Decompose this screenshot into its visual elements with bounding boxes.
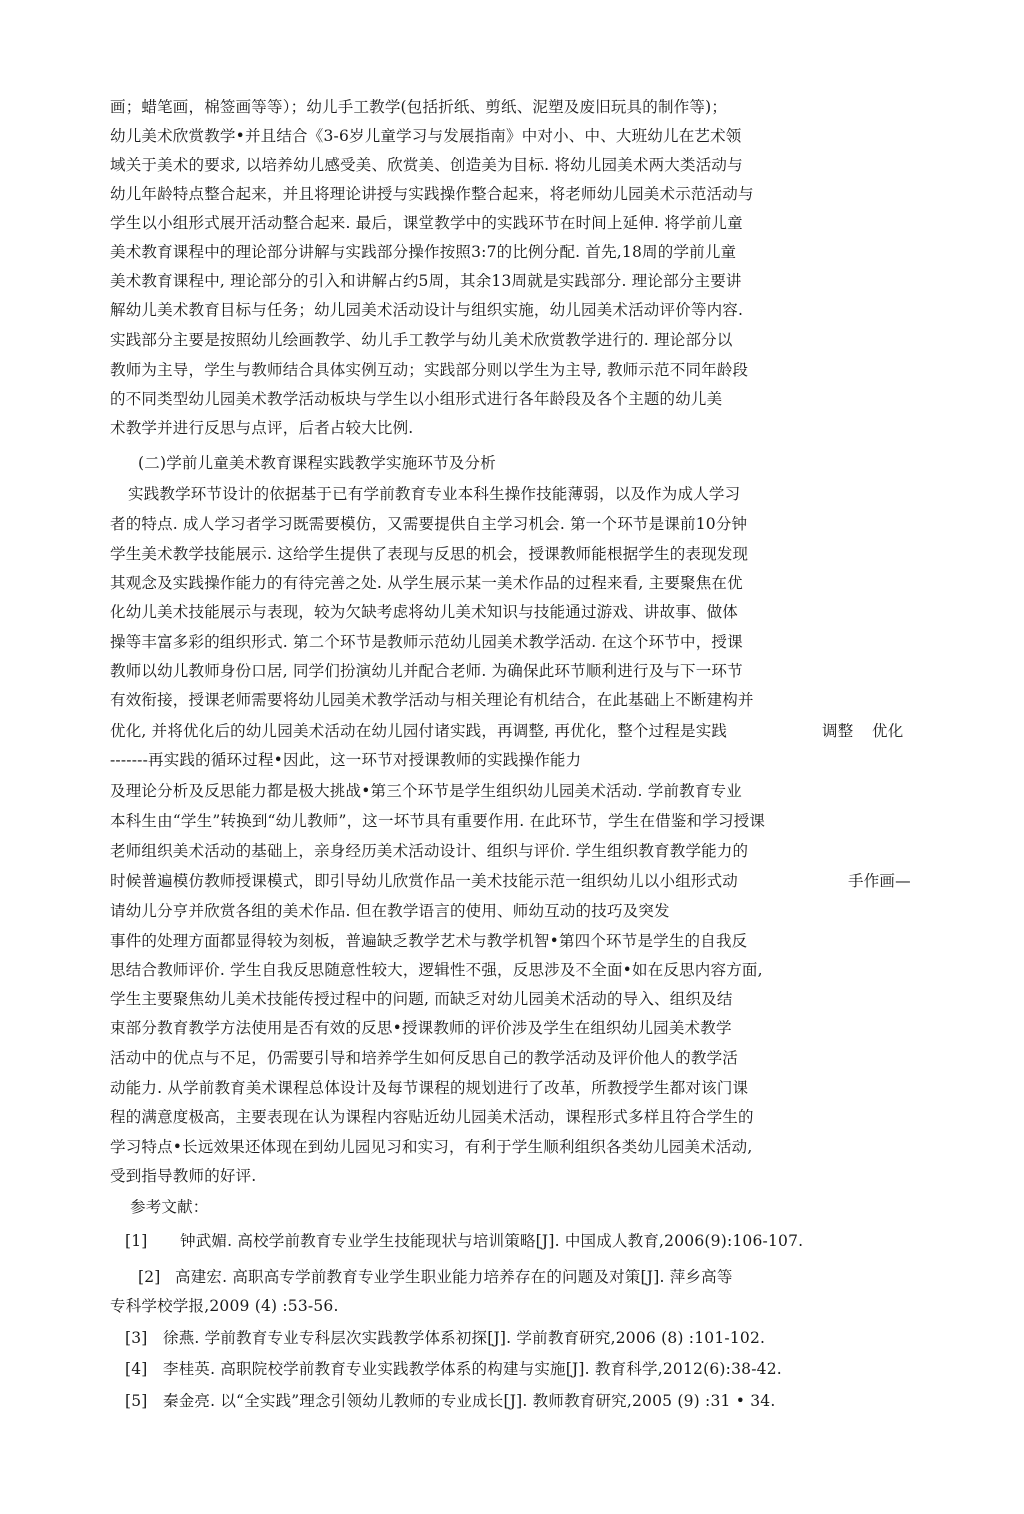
body-line: 思结合教师评价. 学生自我反思随意性较大，逻辑性不强，反思涉及不全面•如在反思内容方面, xyxy=(110,961,763,979)
reference-number: [2] xyxy=(138,1268,161,1286)
reference-number: [4] xyxy=(125,1360,148,1378)
body-line: 美术教育课程中, 理论部分的引入和讲解占约5周，其余13周就是实践部分. 理论部分主要讲 xyxy=(110,272,742,290)
section-heading: (二)学前儿童美术教育课程实践教学实施环节及分析 xyxy=(138,454,496,472)
body-line: 活动中的优点与不足，仍需要引导和培养学生如何反思自己的教学活动及评价他人的教学活 xyxy=(110,1049,739,1067)
body-line: 教师以幼儿教师身份口居, 同学们扮演幼儿并配合老师. 为确保此环节顺利进行及与下一环节 xyxy=(110,662,743,680)
body-line: 学生美术教学技能展示. 这给学生提供了表现与反思的机会，授课教师能根据学生的表现发现 xyxy=(110,545,749,563)
body-line: 及理论分析及反思能力都是极大挑战•第三个环节是学生组织幼儿园美术活动. 学前教育专业 xyxy=(110,782,742,800)
body-line: 束部分教育教学方法使用是否有效的反思•授课教师的评价涉及学生在组织幼儿园美术教学 xyxy=(110,1019,732,1037)
reference-text-continued: 专科学校学报,2009 (4) :53-56. xyxy=(110,1297,339,1315)
body-line: 美术教育课程中的理论部分讲解与实践部分操作按照3:7的比例分配. 首先,18周的学前儿童 xyxy=(110,243,737,261)
body-line: -------再实践的循环过程•因此，这一环节对授课教师的实践操作能力 xyxy=(110,751,582,769)
body-line: 实践教学环节设计的依据基于已有学前教育专业本科生操作技能薄弱，以及作为成人学习 xyxy=(128,485,741,503)
body-line: 优化, 并将优化后的幼儿园美术活动在幼儿园付诸实践，再调整, 再优化，整个过程是实践 xyxy=(110,722,728,740)
body-line: 老师组织美术活动的基础上，亲身经历美术活动设计、组织与评价. 学生组织教育教学能力的 xyxy=(110,842,749,860)
body-line: 学生以小组形式展开活动整合起来. 最后，课堂教学中的实践环节在时间上延伸. 将学前儿童 xyxy=(110,214,743,232)
body-line: 域关于美术的要求, 以培养幼儿感受美、欣赏美、创造美为目标. 将幼儿园美术两大类活动与 xyxy=(110,156,743,174)
body-line: 解幼儿美术教育目标与任务；幼儿园美术活动设计与组织实施，幼儿园美术活动评价等内容. xyxy=(110,301,744,319)
body-line: 画；蜡笔画，棉签画等等）；幼儿手工教学(包括折纸、剪纸、泥塑及废旧玩具的制作等)； xyxy=(110,98,728,116)
side-word: 优化 xyxy=(872,722,904,740)
body-line: 学生主要聚焦幼儿美术技能传授过程中的问题, 而缺乏对幼儿园美术活动的导入、组织及结 xyxy=(110,990,733,1008)
reference-text: 钟武媚. 高校学前教育专业学生技能现状与培训策略[J]. 中国成人教育,2006(9):106-107. xyxy=(180,1232,804,1250)
reference-number: [1] xyxy=(125,1232,148,1250)
reference-text: 徐燕. 学前教育专业专科层次实践教学体系初探[J]. 学前教育研究,2006 (8) :101-102. xyxy=(163,1329,766,1347)
body-line: 者的特点. 成人学习者学习既需要模仿，又需要提供自主学习机会. 第一个环节是课前10分钟 xyxy=(110,515,748,533)
body-line: 幼儿年龄特点整合起来，并且将理论讲授与实践操作整合起来，将老师幼儿园美术示范活动与 xyxy=(110,185,754,203)
body-line: 其观念及实践操作能力的有待完善之处. 从学生展示某一美术作品的过程来看, 主要聚焦在优 xyxy=(110,574,743,592)
reference-number: [5] xyxy=(125,1392,148,1410)
reference-text: 高建宏. 高职高专学前教育专业学生职业能力培养存在的问题及对策[J]. 萍乡高等 xyxy=(175,1268,733,1286)
body-line: 化幼儿美术技能展示与表现，较为欠缺考虑将幼儿美术知识与技能通过游戏、讲故事、做体 xyxy=(110,603,739,621)
body-line: 实践部分主要是按照幼儿绘画教学、幼儿手工教学与幼儿美术欣赏教学进行的. 理论部分以 xyxy=(110,331,733,349)
side-word: 手作画— xyxy=(848,872,911,890)
body-line: 时候普遍模仿教师授课模式，即引导幼儿欣赏作品一美术技能示范一组织幼儿以小组形式动 xyxy=(110,872,739,890)
body-line: 受到指导教师的好评. xyxy=(110,1167,257,1185)
body-line: 术教学并进行反思与点评，后者占较大比例. xyxy=(110,419,414,437)
body-line: 本科生由“学生”转换到“幼儿教师”，这一坏节具有重要作用. 在此环节，学生在借鉴和学习授课 xyxy=(110,812,766,830)
body-line: 学习特点•长远效果还体现在到幼儿园见习和实习，有利于学生顺利组织各类幼儿园美术活动, xyxy=(110,1138,753,1156)
body-line: 幼儿美术欣赏教学•并且结合《3-6岁儿童学习与发展指南》中对小、中、大班幼儿在艺术领 xyxy=(110,127,742,145)
body-line: 操等丰富多彩的组织形式. 第二个环节是教师示范幼儿园美术教学活动. 在这个环节中，授课 xyxy=(110,633,743,651)
side-word: 调整 xyxy=(822,722,854,740)
reference-text: 秦金亮. 以“全实践”理念引领幼儿教师的专业成长[J]. 教师教育研究,2005 (9) :31 • 34. xyxy=(163,1392,776,1410)
body-line: 事件的处理方面都显得较为刻板，普遍缺乏教学艺术与教学机智•第四个环节是学生的自我反 xyxy=(110,932,748,950)
body-line: 的不同类型幼儿园美术教学活动板块与学生以小组形式进行各年龄段及各个主题的幼儿美 xyxy=(110,390,723,408)
references-title: 参考文献： xyxy=(130,1198,209,1216)
reference-number: [3] xyxy=(125,1329,148,1347)
body-line: 请幼儿分亨并欣赏各组的美术作品. 但在教学语言的使用、师幼互动的技巧及突发 xyxy=(110,902,670,920)
body-line: 程的满意度极高，主要表现在认为课程内容贴近幼儿园美术活动，课程形式多样且符合学生的 xyxy=(110,1108,754,1126)
body-line: 教师为主导，学生与教师结合具体实例互动；实践部分则以学生为主导, 教师示范不同年龄段 xyxy=(110,361,749,379)
body-line: 有效衔接，授课老师需要将幼儿园美术教学活动与相关理论有机结合，在此基础上不断建构并 xyxy=(110,691,754,709)
reference-text: 李桂英. 高职院校学前教育专业实践教学体系的构建与实施[J]. 教育科学,2012(6):38-42. xyxy=(163,1360,782,1378)
body-line: 动能力. 从学前教育美术课程总体设计及每节课程的规划进行了改革，所教授学生都对该门课 xyxy=(110,1079,749,1097)
